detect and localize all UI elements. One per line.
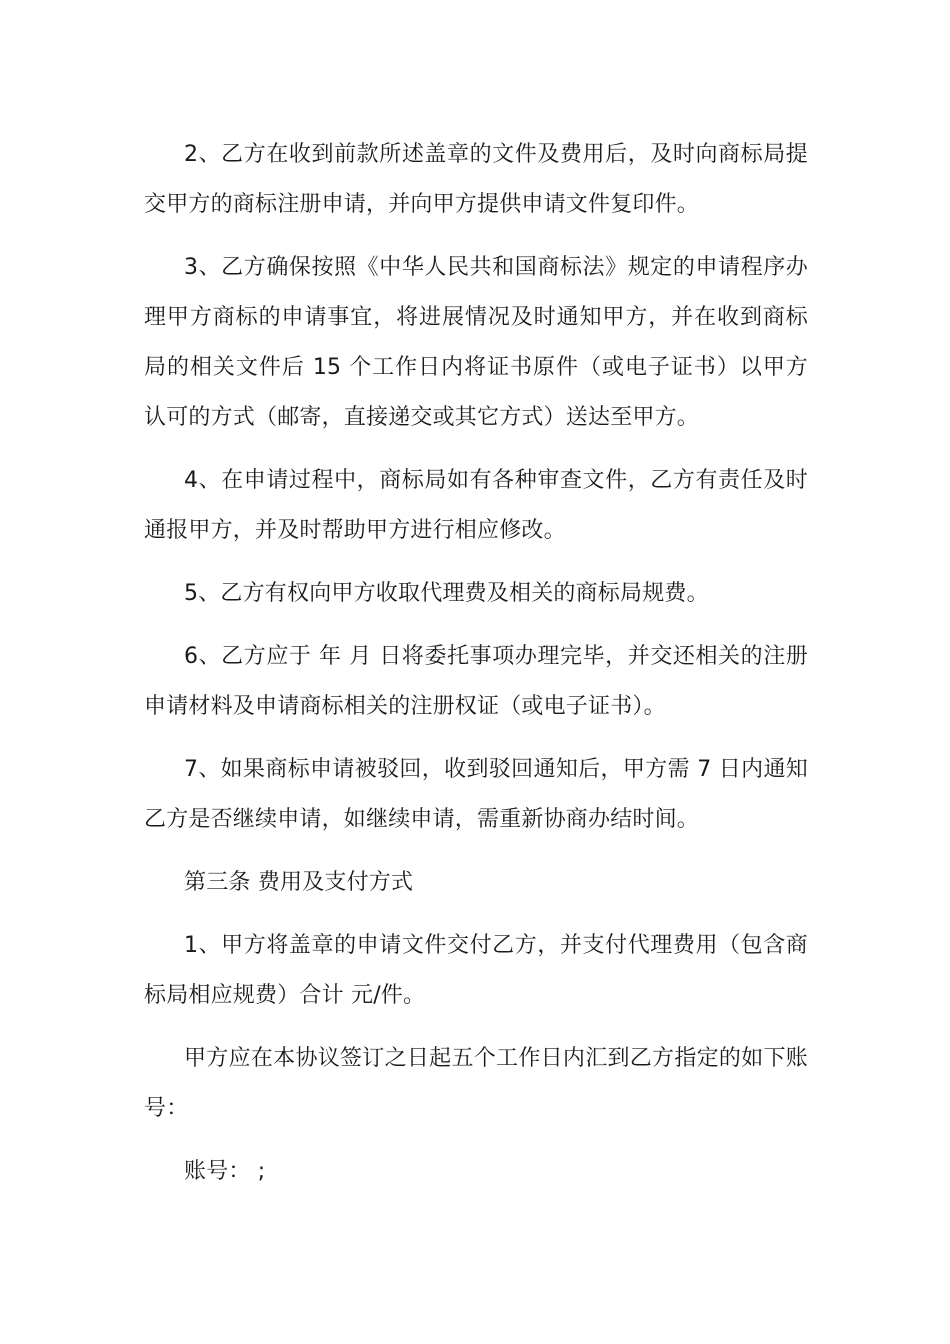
- clause-2: 2、乙方在收到前款所述盖章的文件及费用后，及时向商标局提交甲方的商标注册申请，并向甲方提供申请文件复印件。: [144, 142, 808, 217]
- section-heading-article-3: 第三条 费用及支付方式: [184, 870, 414, 895]
- payment-deadline: 甲方应在本协议签订之日起五个工作日内汇到乙方指定的如下账号：: [144, 1046, 808, 1121]
- document-body: [144, 130, 808, 1210]
- payment-clause-1: 1、甲方将盖章的申请文件交付乙方，并支付代理费用（包含商标局相应规费）合计 元/件。: [144, 933, 808, 1008]
- clause-5: 5、乙方有权向甲方收取代理费及相关的商标局规费。: [184, 581, 709, 606]
- account-number: 账号： ;: [184, 1159, 266, 1184]
- clause-4: 4、在申请过程中，商标局如有各种审查文件，乙方有责任及时通报甲方，并及时帮助甲方进行相应修改。: [144, 468, 808, 543]
- clause-3: 3、乙方确保按照《中华人民共和国商标法》规定的申请程序办理甲方商标的申请事宜，将进展情况及时通知甲方，并在收到商标局的相关文件后 15 个工作日内将证书原件（或电子证书）以甲方认可的方式（邮寄，直接递交或其它方式）送达至甲方。: [144, 255, 808, 430]
- clause-7: 7、如果商标申请被驳回，收到驳回通知后，甲方需 7 日内通知乙方是否继续申请，如继续申请，需重新协商办结时间。: [144, 757, 808, 832]
- clause-6: 6、乙方应于 年 月 日将委托事项办理完毕，并交还相关的注册申请材料及申请商标相关的注册权证（或电子证书）。: [144, 644, 808, 719]
